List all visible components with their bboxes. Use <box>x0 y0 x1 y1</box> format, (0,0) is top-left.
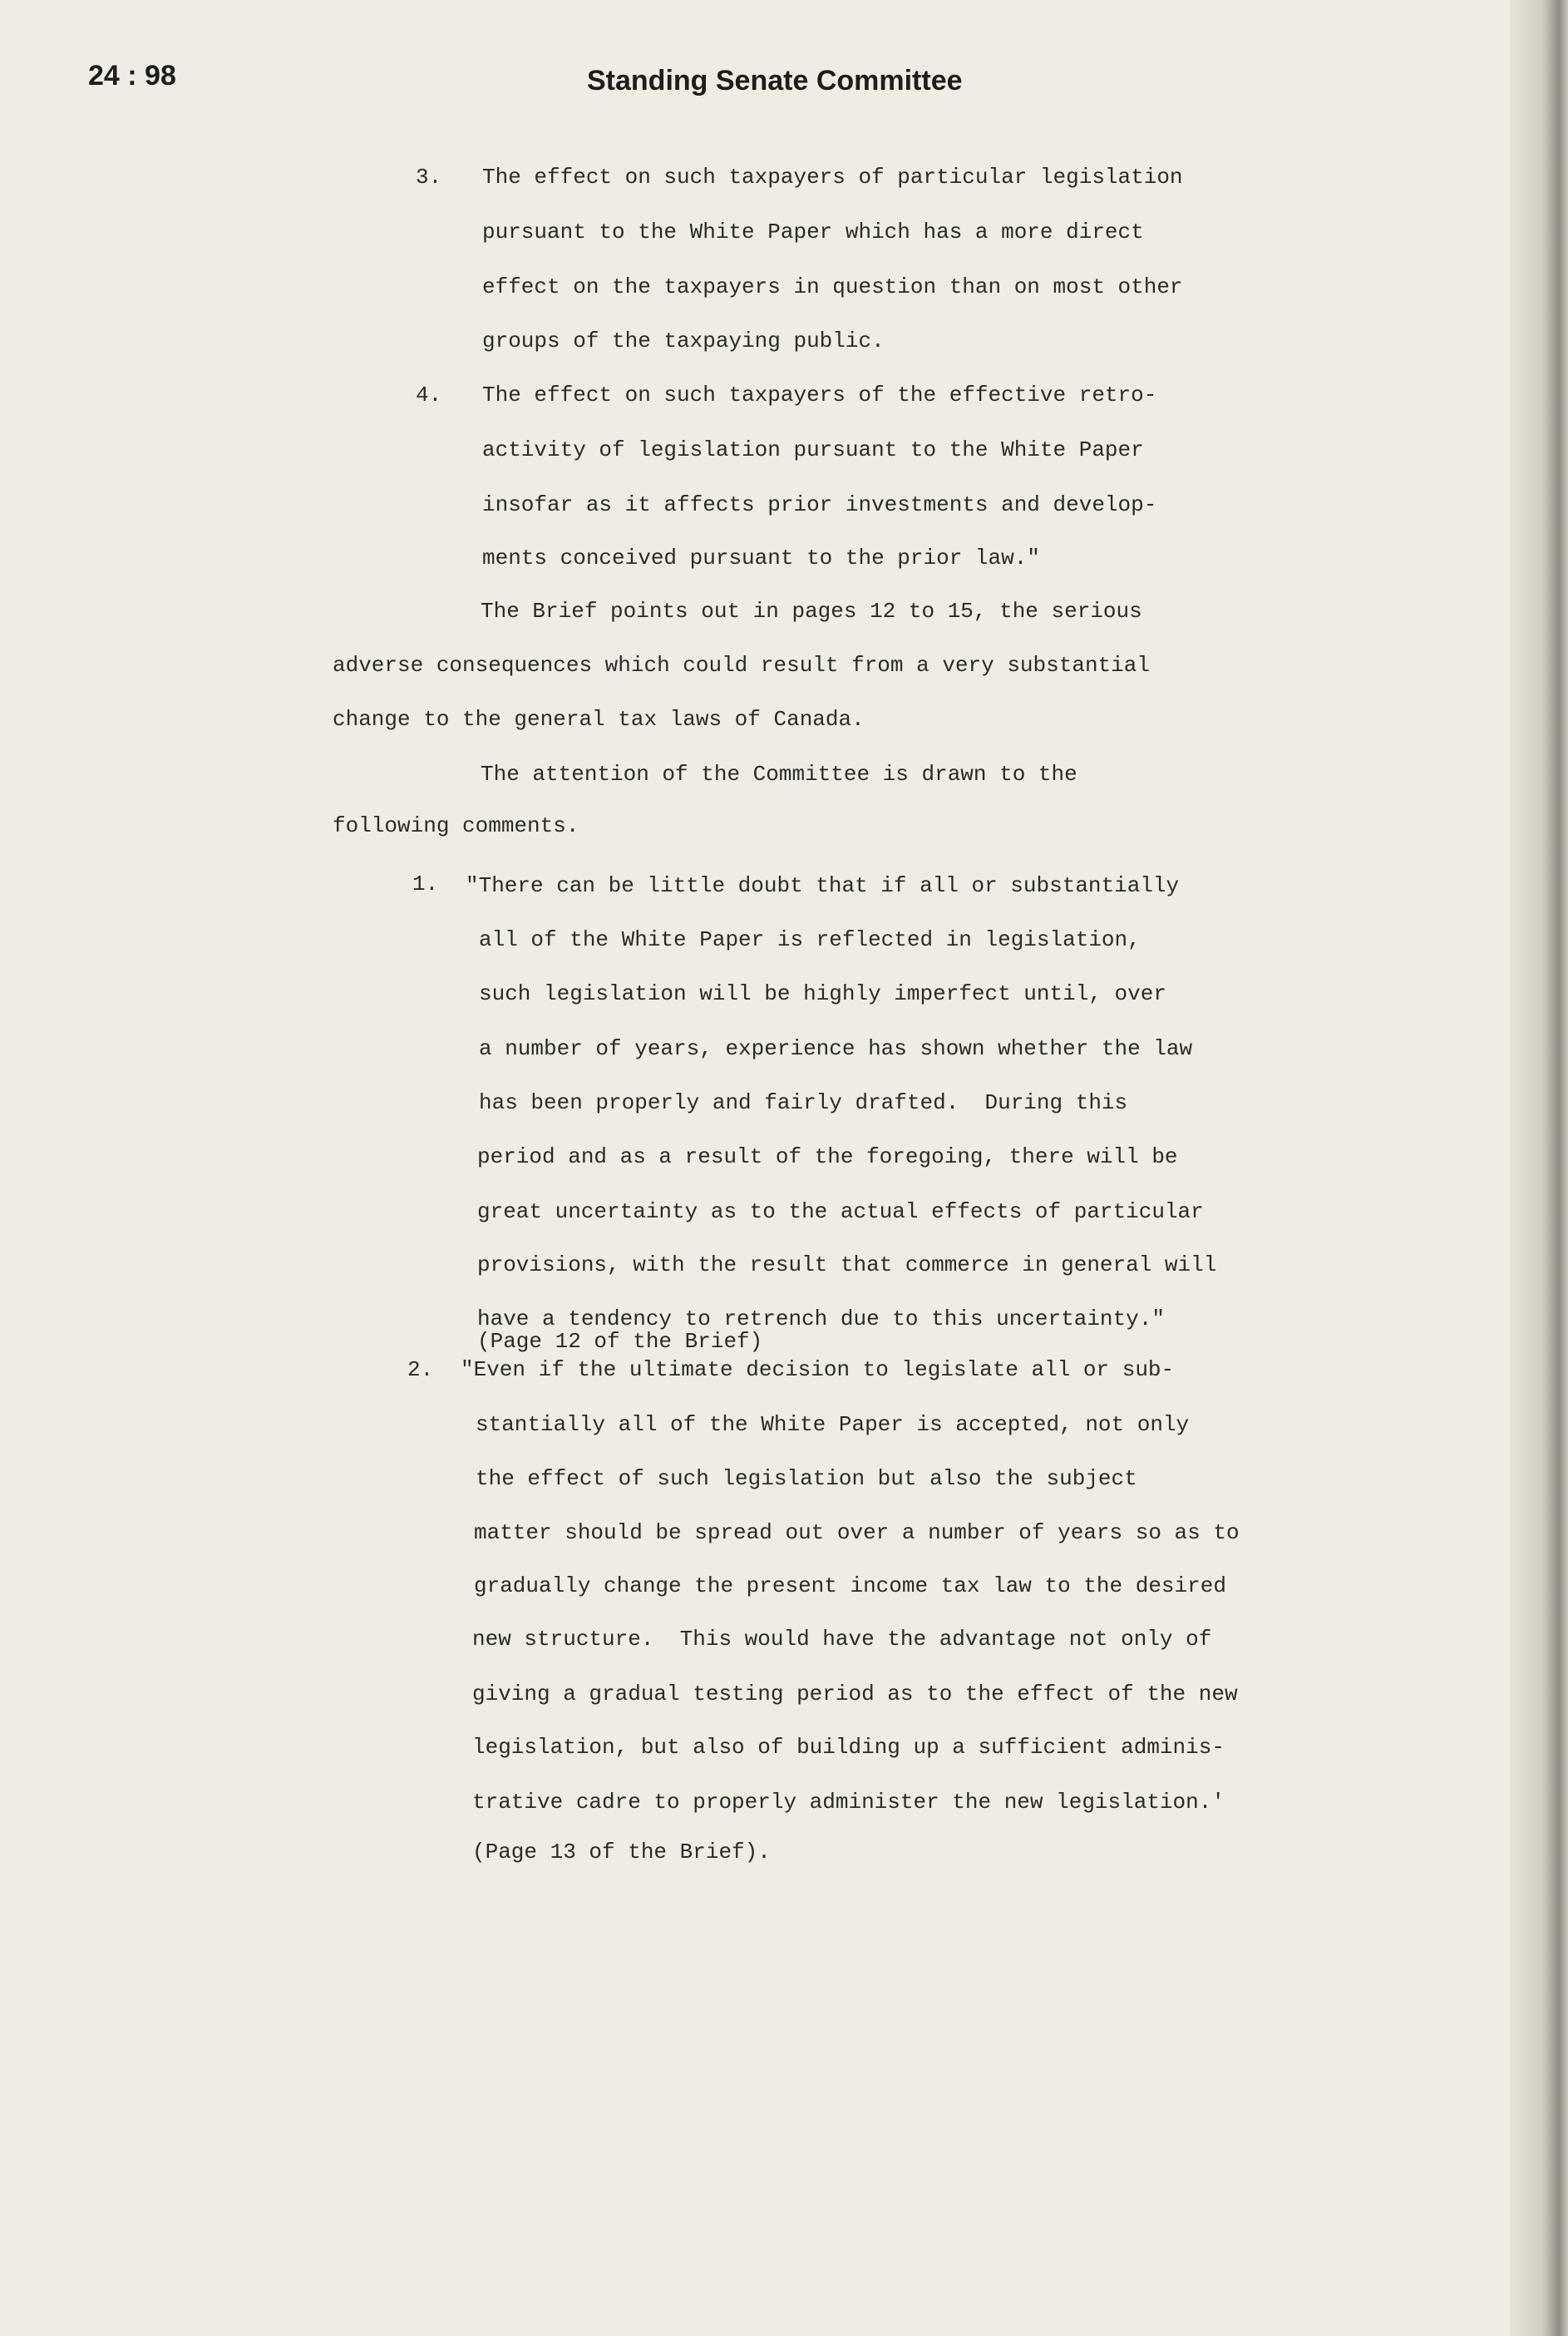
quote-1-line: period and as a result of the foregoing, there will be <box>477 1144 1178 1169</box>
quote-2-line: the effect of such legislation but also the subject <box>476 1466 1137 1491</box>
quote-1-line: a number of years, experience has shown whether the law <box>479 1036 1193 1061</box>
page-header-title: Standing Senate Committee <box>587 65 963 96</box>
quote-2-line: trative cadre to properly administer the new legislation.' <box>472 1790 1225 1815</box>
quote-2-line: matter should be spread out over a number of years so as to <box>474 1520 1240 1545</box>
item-4-line: activity of legislation pursuant to the White Paper <box>482 437 1144 462</box>
item-3-line: The effect on such taxpayers of particular legislation <box>482 165 1183 190</box>
item-3-number: 3. <box>416 165 442 190</box>
quote-1-line: such legislation will be highly imperfect until, over <box>479 981 1166 1006</box>
paragraph-attention-line: The attention of the Committee is drawn to the <box>481 762 1077 787</box>
item-3-line: pursuant to the White Paper which has a more direct <box>482 220 1144 244</box>
paragraph-attention-line: following comments. <box>333 813 579 838</box>
quote-2-line: giving a gradual testing period as to the effect of the new <box>472 1682 1238 1706</box>
page-number: 24 : 98 <box>88 60 176 91</box>
quote-2-line: stantially all of the White Paper is accepted, not only <box>476 1412 1190 1437</box>
quote-1-citation: (Page 12 of the Brief) <box>477 1329 763 1354</box>
paragraph-brief-line: The Brief points out in pages 12 to 15, the serious <box>481 599 1142 624</box>
quote-2-line: new structure. This would have the advantage not only of <box>472 1627 1212 1652</box>
item-3-line: effect on the taxpayers in question than on most other <box>482 274 1183 299</box>
paragraph-brief-line: change to the general tax laws of Canada. <box>333 707 865 732</box>
quote-1-line: "There can be little doubt that if all or substantially <box>466 873 1180 898</box>
item-4-line: The effect on such taxpayers of the effective retro- <box>482 383 1157 407</box>
item-4-line: ments conceived pursuant to the prior law." <box>482 546 1040 570</box>
quote-1-line: have a tendency to retrench due to this uncertainty." <box>477 1306 1165 1331</box>
quote-1-number: 1. <box>412 872 439 896</box>
item-3-line: groups of the taxpaying public. <box>482 328 885 353</box>
item-4-line: insofar as it affects prior investments and develop- <box>482 492 1157 517</box>
quote-1-line: all of the White Paper is reflected in legislation, <box>479 927 1141 952</box>
quote-1-line: has been properly and fairly drafted. During this <box>479 1090 1128 1115</box>
page-header <box>0 60 1568 110</box>
quote-1-line: provisions, with the result that commerce in general will <box>477 1252 1217 1277</box>
paragraph-brief-line: adverse consequences which could result from a very substantial <box>333 653 1150 678</box>
quote-2-citation: (Page 13 of the Brief). <box>472 1840 771 1864</box>
quote-2-line: legislation, but also of building up a sufficient adminis- <box>472 1735 1225 1760</box>
quote-1-line: great uncertainty as to the actual effects of particular <box>477 1199 1204 1224</box>
item-4-number: 4. <box>416 383 442 407</box>
quote-2-number: 2. <box>407 1357 434 1382</box>
page-edge-shadow <box>1510 0 1568 2336</box>
quote-2-line: "Even if the ultimate decision to legislate all or sub- <box>461 1357 1175 1382</box>
quote-2-line: gradually change the present income tax law to the desired <box>474 1573 1226 1598</box>
